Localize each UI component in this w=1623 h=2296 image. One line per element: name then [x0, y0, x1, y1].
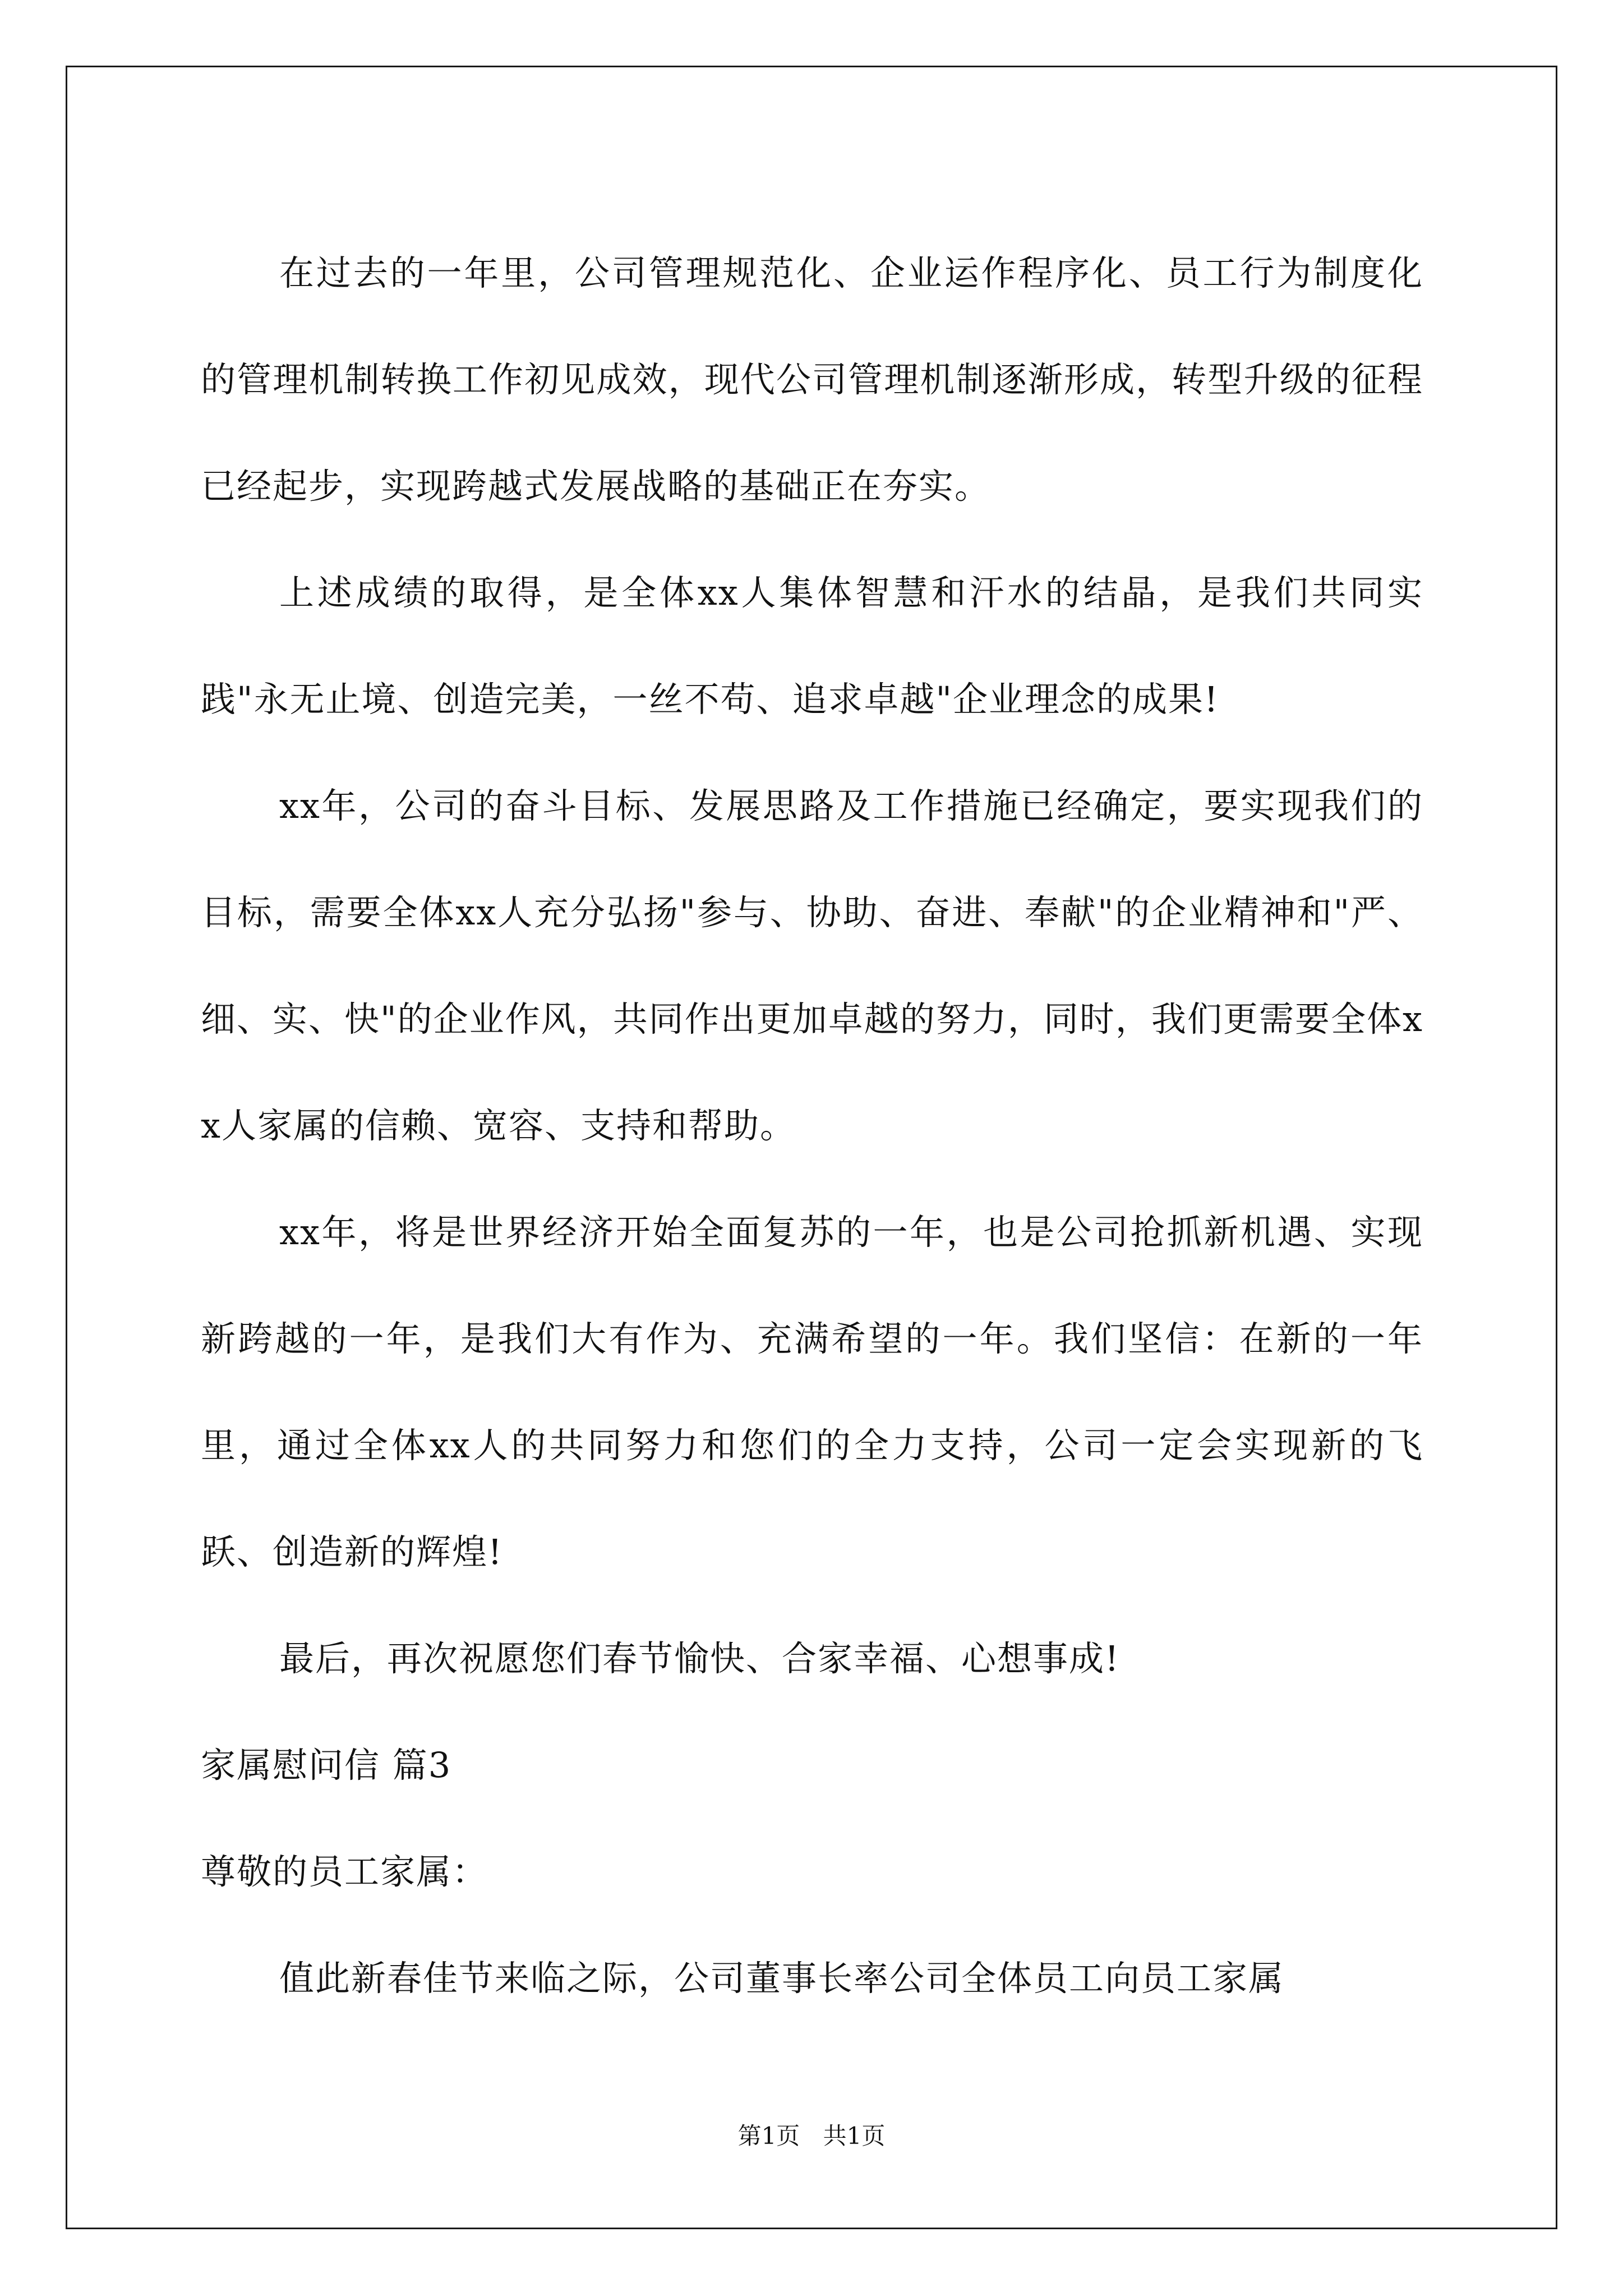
- salutation: 尊敬的员工家属：: [201, 1851, 488, 1892]
- paragraph-4: xx年，将是世界经济开始全面复苏的一年，也是公司抢抓新机遇、实现新跨越的一年，是我们大有作为、充满希望的一年。我们坚信：在新的一年里，通过全体xx人的共同努力和您们的全力支持，公司一定会实现新的飞跃、创造新的辉煌!: [201, 1212, 1423, 1572]
- paragraph-2: 上述成绩的取得，是全体xx人集体智慧和汗水的结晶，是我们共同实践"永无止境、创造完美，一丝不苟、追求卓越"企业理念的成果!: [201, 572, 1423, 720]
- paragraph-3: xx年，公司的奋斗目标、发展思路及工作措施已经确定，要实现我们的目标，需要全体xx人充分弘扬"参与、协助、奋进、奉献"的企业精神和"严、细、实、快"的企业作风，共同作出更加卓越的努力，同时，我们更需要全体xx人家属的信赖、宽容、支持和帮助。: [201, 785, 1423, 1146]
- document-body: [201, 220, 1423, 2032]
- closing-paragraph: 值此新春佳节来临之际，公司董事长率公司全体员工向员工家属: [279, 1958, 1285, 1999]
- page-number: 第1页: [737, 2122, 800, 2150]
- paragraph-5: 最后，再次祝愿您们春节愉快、合家幸福、心想事成!: [279, 1638, 1120, 1679]
- section-title: 家属慰问信 篇3: [201, 1745, 452, 1786]
- paragraph-1: 在过去的一年里，公司管理规范化、企业运作程序化、员工行为制度化的管理机制转换工作初见成效，现代公司管理机制逐渐形成，转型升级的征程已经起步，实现跨越式发展战略的基础正在夯实。: [201, 252, 1423, 507]
- page-total: 共1页: [823, 2122, 886, 2150]
- page-footer: [0, 2119, 1623, 2153]
